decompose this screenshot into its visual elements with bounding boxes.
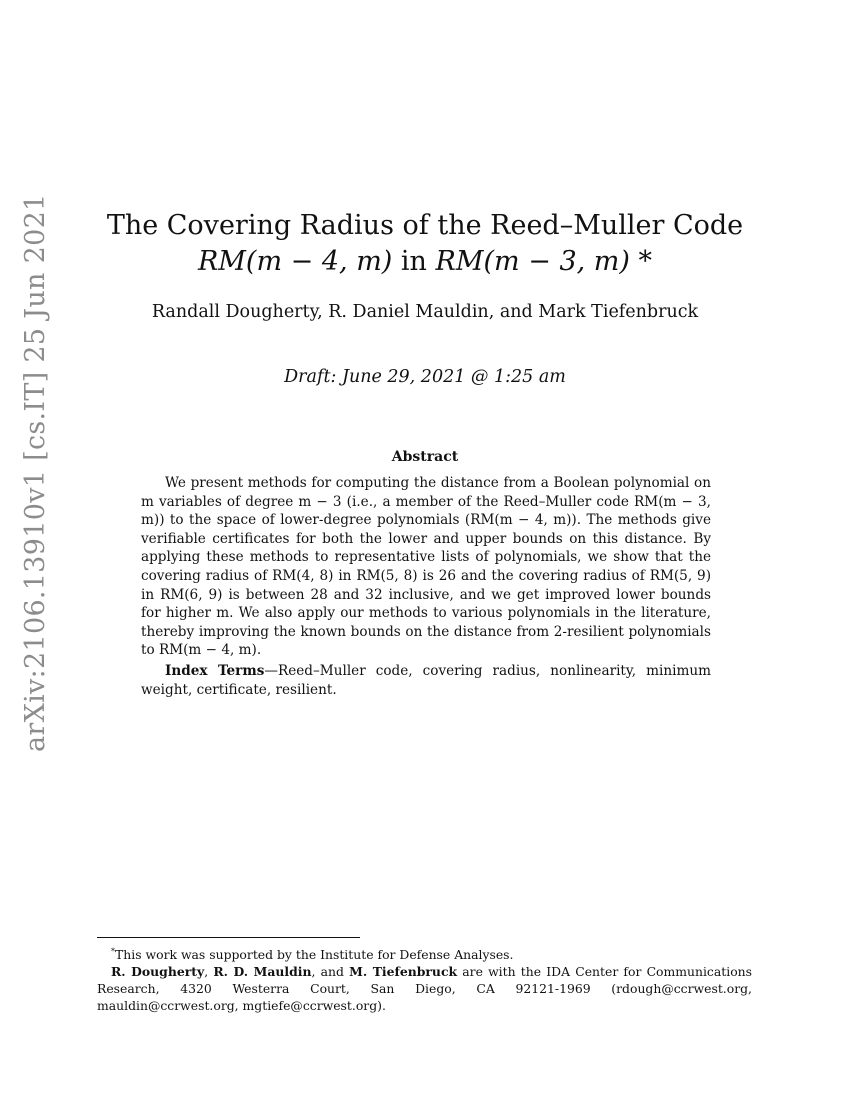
index-terms	[141, 662, 711, 699]
abstract-paragraph: We present methods for computing the distance from a Boolean polynomial on m variables of degree m − 3 (i.e., a member of the Reed–Muller code RM(m − 3, m)) to the space of lower-degree polynomials (RM(m − 4, m)). The methods give verifiable certificates for both the lower and upper bounds on this distance. By applying these methods to representative lists of polynomials, we show that the covering radius of RM(4, 8) in RM(5, 8) is 26 and the covering radius of RM(5, 9) in RM(6, 9) is between 28 and 32 inclusive, and we get improved lower bounds for higher m. We also apply our methods to various polynomials in the literature, thereby improving the known bounds on the distance from 2-resilient polynomials to RM(m − 4, m).	[141, 475, 711, 659]
footnotes	[97, 943, 752, 1014]
abstract-heading: Abstract	[391, 449, 459, 465]
title-in: in	[392, 246, 436, 277]
footnote-author-1: R. Dougherty	[111, 964, 205, 980]
footnote-separator-1: ,	[204, 964, 214, 980]
footnote-author-2: R. D. Mauldin	[213, 964, 312, 980]
footnote-affiliation-text: are with the IDA Center for Communications Research, 4320 Westerra Court, San Diego, CA 92121-1969 (rdough@ccrwest.org, mauldin@ccrwest.org, mgtiefe@ccrwest.org).	[97, 964, 752, 1014]
footnote-separator-2: , and	[311, 964, 350, 980]
arxiv-identifier: arXiv:2106.13910v1 [cs.IT] 25 Jun 2021	[20, 193, 51, 752]
footnote-support-text: This work was supported by the Institute for Defense Analyses.	[115, 947, 514, 963]
index-terms-list: —Reed–Muller code, covering radius, nonlinearity, minimum weight, certificate, resilient.	[141, 662, 711, 698]
abstract-body	[141, 474, 711, 699]
title-footnote-mark: *	[629, 246, 653, 277]
author-list: Randall Dougherty, R. Daniel Mauldin, and Mark Tiefenbruck	[151, 302, 699, 322]
footnote-author-3: M. Tiefenbruck	[349, 964, 458, 980]
paper-title	[0, 208, 850, 280]
index-terms-label: Index Terms	[165, 662, 265, 679]
draft-date: Draft: June 29, 2021 @ 1:25 am	[284, 367, 566, 387]
footnote-rule	[97, 937, 360, 938]
title-line-2	[0, 244, 850, 280]
title-line-1: The Covering Radius of the Reed–Muller Code	[106, 210, 744, 241]
footnote-mark: *	[111, 947, 115, 956]
title-code-2: RM(m − 3, m)	[435, 246, 630, 277]
title-code-1: RM(m − 4, m)	[197, 246, 393, 277]
footnote-affiliation	[97, 963, 752, 1014]
footnote-support	[97, 943, 752, 963]
